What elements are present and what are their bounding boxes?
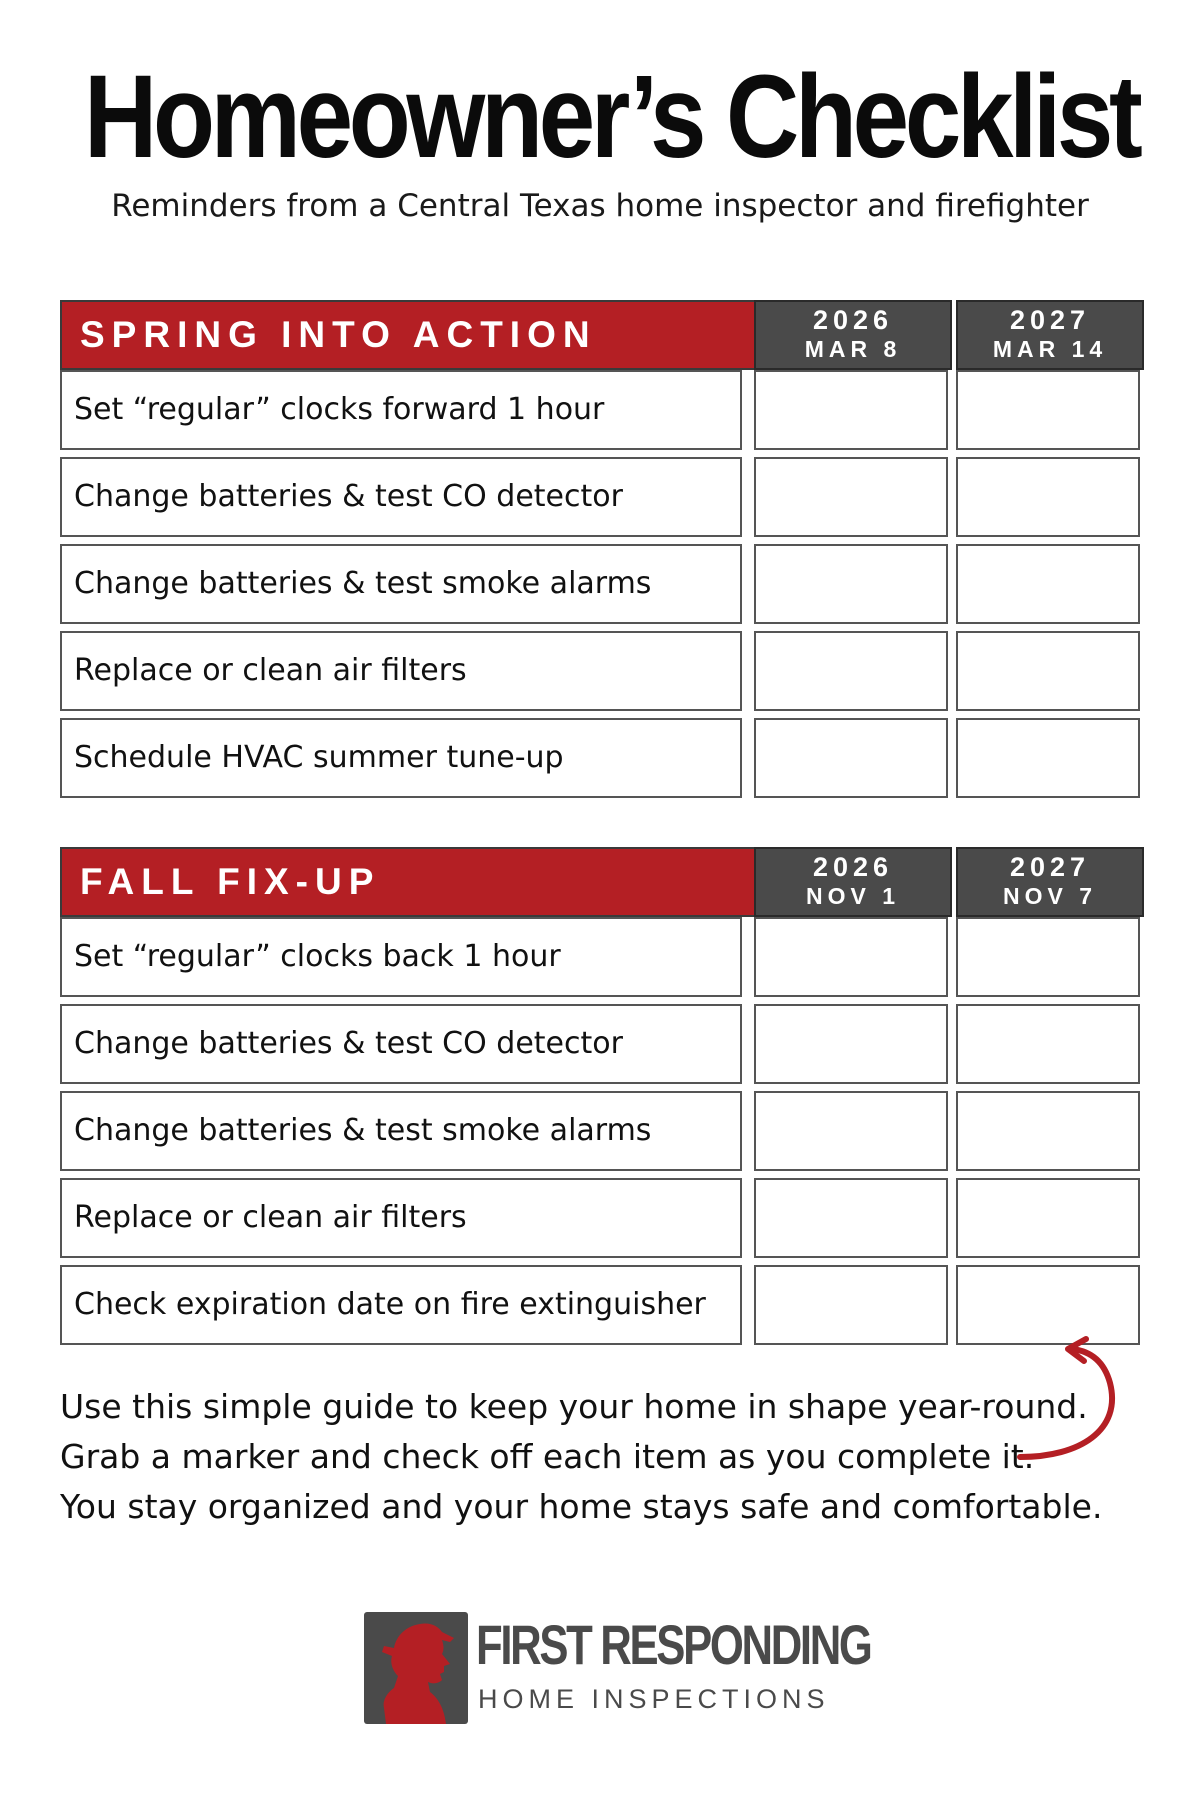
table-row bbox=[60, 917, 1140, 1004]
task-label: Change batteries & test CO detector bbox=[60, 457, 742, 537]
checkbox-2027[interactable] bbox=[956, 544, 1140, 624]
spring-date-label-2027: MAR 14 bbox=[992, 336, 1108, 362]
fall-date-label-2027: NOV 7 bbox=[1002, 883, 1098, 909]
spring-year-2027: 2027 bbox=[1009, 305, 1091, 335]
fall-date-2026 bbox=[754, 847, 952, 917]
table-row bbox=[60, 544, 1140, 631]
task-label: Set “regular” clocks forward 1 hour bbox=[60, 370, 742, 450]
checkbox-2026[interactable] bbox=[754, 718, 948, 798]
spring-task-list bbox=[60, 370, 1140, 805]
footer-line: Grab a marker and check off each item as you complete it. bbox=[60, 1437, 1035, 1476]
logo-tagline: HOME INSPECTIONS bbox=[478, 1684, 830, 1714]
checkbox-2026[interactable] bbox=[754, 1265, 948, 1345]
checkbox-2026[interactable] bbox=[754, 631, 948, 711]
table-row bbox=[60, 1265, 1140, 1352]
footer-line: You stay organized and your home stays safe and comfortable. bbox=[60, 1487, 1103, 1526]
footer-instructions bbox=[60, 1382, 1160, 1532]
task-label: Change batteries & test smoke alarms bbox=[60, 1091, 742, 1171]
task-label: Change batteries & test smoke alarms bbox=[60, 544, 742, 624]
firefighter-silhouette-icon bbox=[364, 1612, 468, 1724]
checkbox-2026[interactable] bbox=[754, 917, 948, 997]
table-row bbox=[60, 1004, 1140, 1091]
checkbox-2027[interactable] bbox=[956, 1004, 1140, 1084]
checkbox-2026[interactable] bbox=[754, 1091, 948, 1171]
checkbox-2027[interactable] bbox=[956, 1265, 1140, 1345]
table-row bbox=[60, 1178, 1140, 1265]
task-label: Replace or clean air filters bbox=[60, 1178, 742, 1258]
checkbox-2027[interactable] bbox=[956, 917, 1140, 997]
task-label: Check expiration date on fire extinguisher bbox=[60, 1265, 742, 1345]
fall-date-label-2026: NOV 1 bbox=[805, 883, 901, 909]
fall-section-title: FALL FIX-UP bbox=[60, 847, 767, 917]
table-row bbox=[60, 631, 1140, 718]
task-label: Change batteries & test CO detector bbox=[60, 1004, 742, 1084]
checkbox-2026[interactable] bbox=[754, 370, 948, 450]
checkbox-2026[interactable] bbox=[754, 1004, 948, 1084]
logo-company-name: FIRST RESPONDING bbox=[476, 1613, 871, 1676]
task-label: Replace or clean air filters bbox=[60, 631, 742, 711]
table-row bbox=[60, 718, 1140, 805]
spring-date-label-2026: MAR 8 bbox=[804, 336, 902, 362]
fall-date-2027 bbox=[956, 847, 1144, 917]
spring-header-row bbox=[60, 300, 1140, 370]
checkbox-2026[interactable] bbox=[754, 544, 948, 624]
page-subtitle: Reminders from a Central Texas home inspector and firefighter bbox=[111, 188, 1089, 224]
checkbox-2027[interactable] bbox=[956, 370, 1140, 450]
task-label: Schedule HVAC summer tune-up bbox=[60, 718, 742, 798]
checkbox-2027[interactable] bbox=[956, 718, 1140, 798]
checkbox-2026[interactable] bbox=[754, 1178, 948, 1258]
fall-task-list bbox=[60, 917, 1140, 1352]
page-title: Homeowner’s Checklist bbox=[84, 51, 1139, 183]
spring-date-2026 bbox=[754, 300, 952, 370]
task-label: Set “regular” clocks back 1 hour bbox=[60, 917, 742, 997]
fall-header-row bbox=[60, 847, 1140, 917]
company-logo bbox=[364, 1612, 871, 1730]
checkbox-2027[interactable] bbox=[956, 1091, 1140, 1171]
table-row bbox=[60, 370, 1140, 457]
spring-date-2027 bbox=[956, 300, 1144, 370]
fall-year-2026: 2026 bbox=[812, 852, 894, 882]
fall-section bbox=[60, 847, 1140, 1352]
checkbox-2027[interactable] bbox=[956, 631, 1140, 711]
table-row bbox=[60, 1091, 1140, 1178]
footer-line: Use this simple guide to keep your home in shape year-round. bbox=[60, 1387, 1088, 1426]
fall-year-2027: 2027 bbox=[1009, 852, 1091, 882]
checkbox-2026[interactable] bbox=[754, 457, 948, 537]
checkbox-2027[interactable] bbox=[956, 1178, 1140, 1258]
spring-year-2026: 2026 bbox=[812, 305, 894, 335]
spring-section bbox=[60, 300, 1140, 805]
table-row bbox=[60, 457, 1140, 544]
spring-section-title: SPRING INTO ACTION bbox=[60, 300, 767, 370]
checkbox-2027[interactable] bbox=[956, 457, 1140, 537]
